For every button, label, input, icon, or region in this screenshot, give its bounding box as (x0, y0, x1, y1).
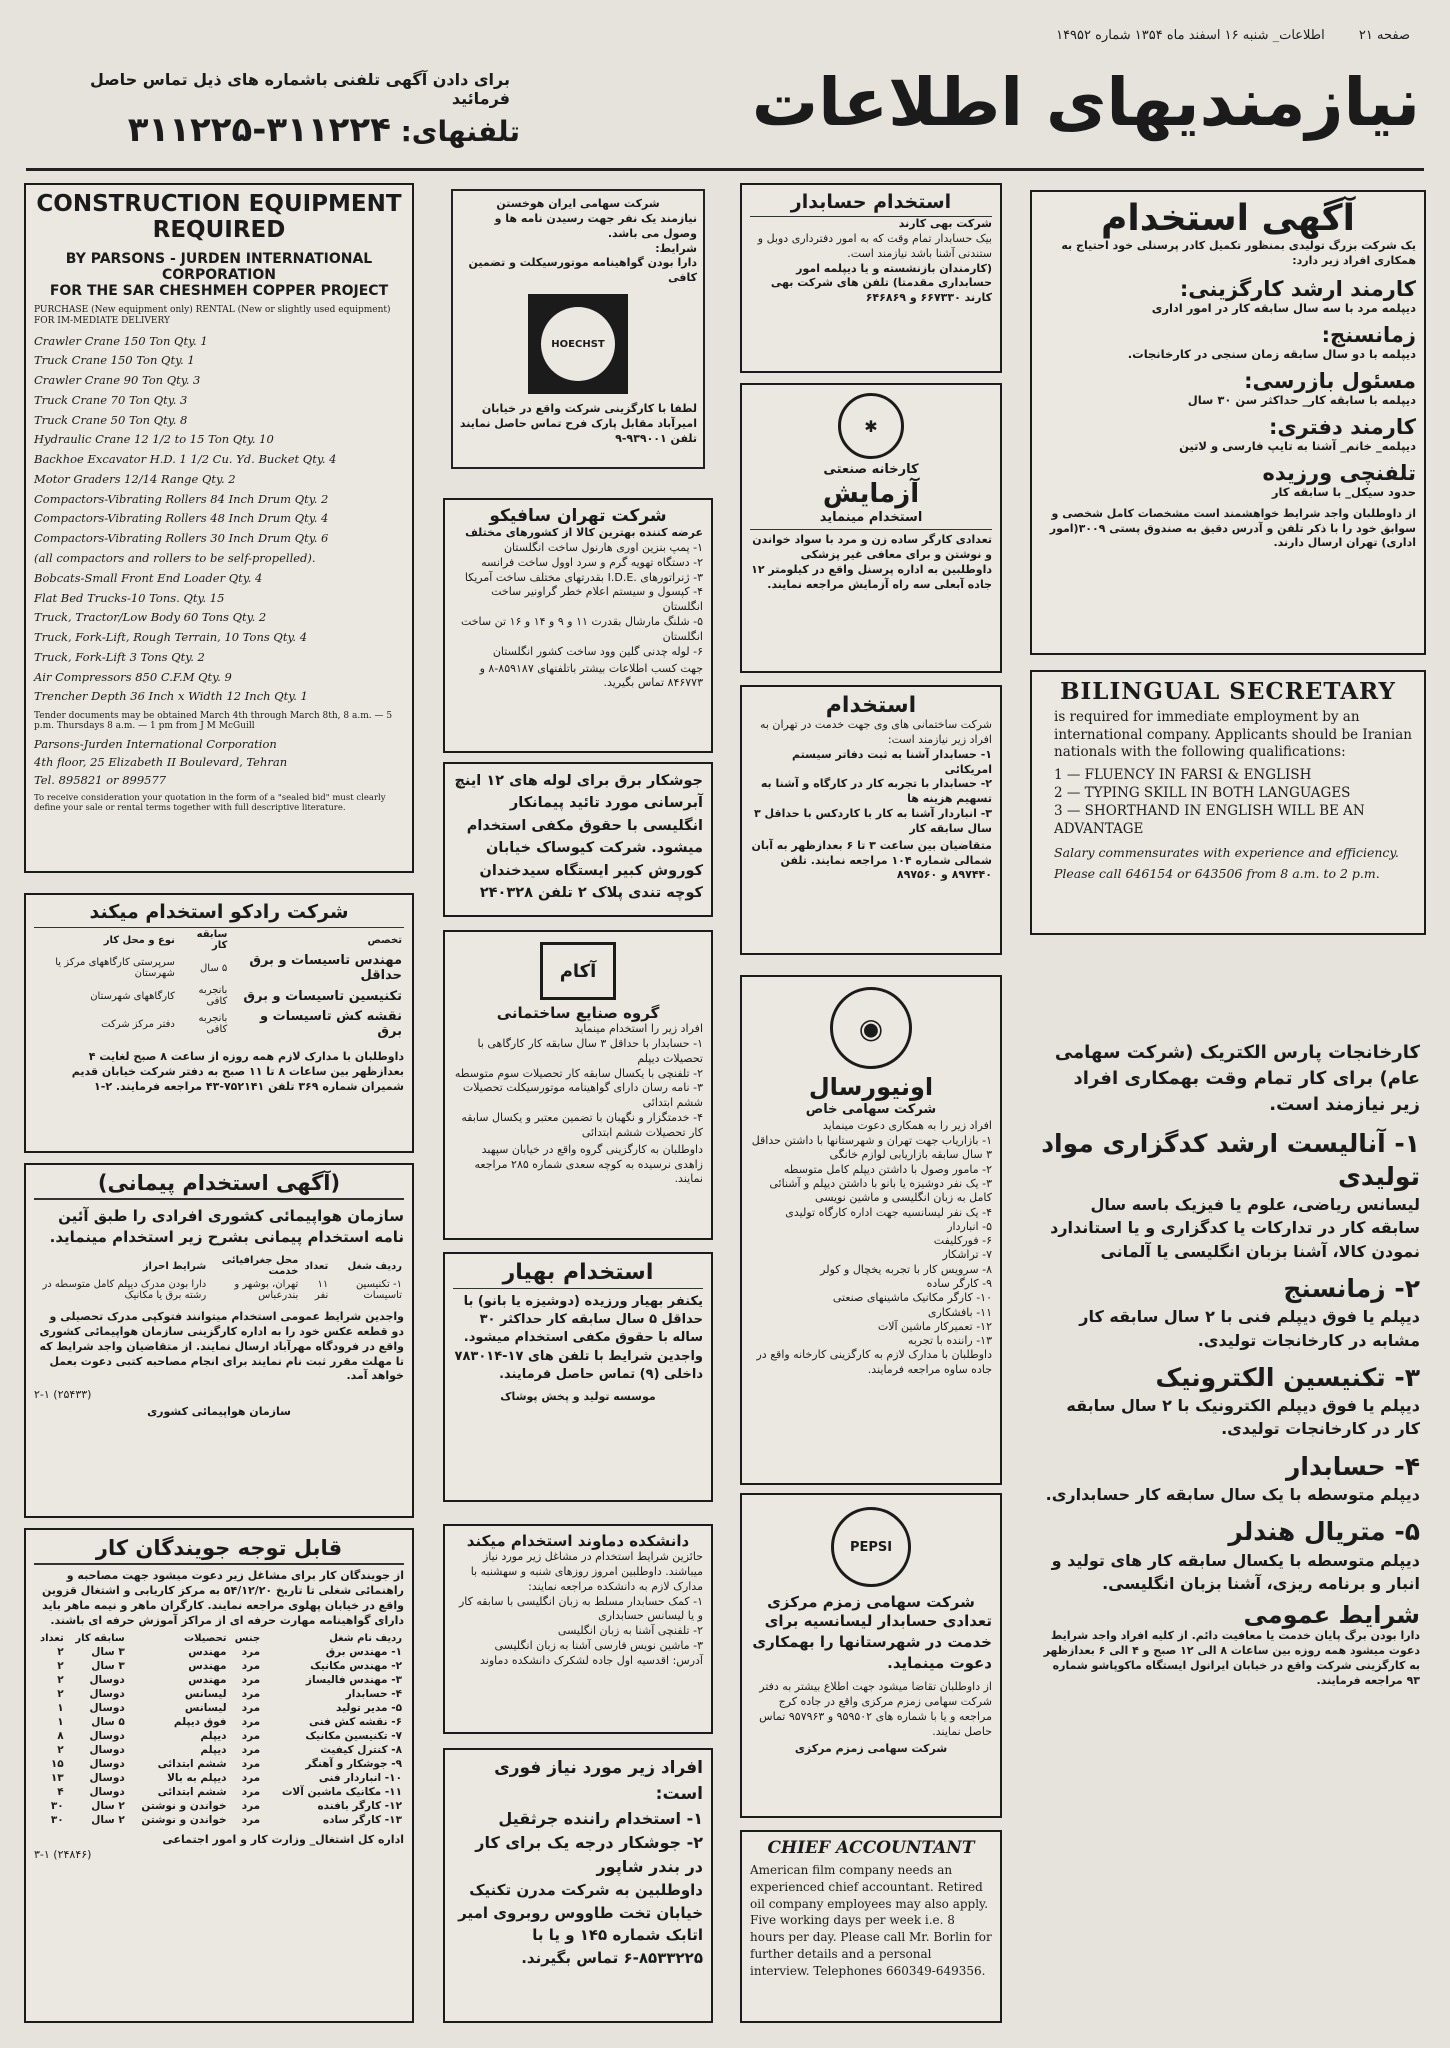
pars-item-desc: دیپلم متوسطه با یکسال سابقه کار های تولید و انبار و برنامه ریزی، آشنا بزبان انگلیسی. (1051, 1550, 1420, 1593)
agahi-role: کارمند دفتری: (1268, 414, 1416, 439)
welder-ad (443, 762, 713, 917)
list-item: ۱- بازاریاب جهت تهران و شهرستانها با داشتن حداقل ۳ سال سابقه بازاریابی لوازم خانگی (751, 1134, 992, 1162)
akam-footer: داوطلبان به کارگزینی گروه واقع در خیابان سپهبد زاهدی نرسیده به کوچه سعدی شماره ۲۸۵ مراجعه نمایند. (474, 1142, 703, 1186)
airline-intro: سازمان هواپیمائی کشوری افرادی را طبق آئین نامه استخدام پیمانی بشرح زیر استخدام مینماید. (49, 1207, 404, 1246)
table-cell: خواندن و نوشتن (141, 1814, 227, 1827)
page-number: صفحه ۲۱ (1358, 28, 1410, 43)
table-cell: مرد (241, 1702, 261, 1715)
radco-col: نوع و محل کار (103, 934, 175, 946)
driver-footer: داوطلبین به شرکت مدرن تکنیک خیابان تخت طاووس روبروی امیر اتابک شماره ۱۴۵ و یا با ۸۵۳۳۲۲۵-۶ تماس بگیرند. (458, 1881, 703, 1967)
universal-footer: داوطلبان با مدارک لازم به کارگزینی کارخانه واقع در جاده ساوه مراجعه فرمایند. (756, 1348, 992, 1377)
table-cell: دوسال (89, 1674, 125, 1687)
labor-table: ردیف نام شغل جنس تحصیلات سابقه کار تعداد ۱- مهندس برق مرد مهندس ۳ سال ۲ ۲- مهندس مکانیک مرد مهندس ۳ سال ۲ ۳- مهندس فالیساز مرد مهندس دوسال ۲ ۴- حسابدار مرد لیسانس دوسال ۲ ۵- مدیر تولید مرد لیسانس دوسال ۱ ۶- نقشه کش فنی مرد فوق دیپلم ۵ سال ۱ ۷- تکنیسین مکانیک مرد دیپلم دوسال ۸ ۸- کنترل کیفیت مرد دیپلم دوسال ۲ ۹- جوشکار و آهنگر مرد ششم ابتدائی دوسال ۱۵ ۱۰- انباردار فنی مرد دیپلم به بالا دوسال ۱۳ ۱۱- مکانیک ماشین آلات مرد ششم ابتدائی دوسال ۴ ۱۲- کارگر بافنده مرد خواندن و نوشتن ۲ سال ۳۰ ۱۳- کارگر ساده مرد خواندن و نوشتن ۲ سال ۳۰ (34, 1632, 404, 1827)
phones-label: تلفنهای: (400, 115, 520, 148)
azmayesh-title: آزمایش (822, 479, 920, 510)
header-rule (26, 168, 1424, 171)
table-cell: ۸- کنترل کیفیت (320, 1744, 402, 1757)
list-item: ۱- پمپ بنزین اوری هارنول ساخت انگلستان (503, 540, 703, 554)
equipment-item: Truck Crane 50 Ton Qty. 8 (34, 412, 188, 427)
table-row (34, 1715, 404, 1729)
pars-item-title: ۴- حسابدار (1286, 1451, 1420, 1481)
call-info: برای دادن آگهی تلفنی باشماره های ذیل تماس حاصل فرمائید (89, 70, 510, 108)
estekhdam-build-items (750, 748, 992, 837)
agahi-desc: دیپلمه_ خانم_ آشنا به تایپ فارسی و لاتین (1179, 438, 1416, 453)
bilingual-intro: is required for immediate employment by an international company. Applicants should be Iranian nationals with the following qualifications: (1054, 709, 1412, 761)
pars-cond-title: شرایط عمومی (1243, 1601, 1420, 1630)
table-cell: ۵ سال (91, 1716, 125, 1729)
hoechst-line-1: شرکت سهامی ایران هوخستن (496, 197, 660, 210)
pars-item-desc: دیپلم متوسطه با یک سال سابقه کار حسابداری. (1045, 1485, 1420, 1505)
agahi-footer: از داوطلبان واجد شرایط خواهشمند است مشخصات کامل شخصی و سوابق خود را با ذکر تلفن و آدرس دقیق به صندوق پستی ۳۰۰۹(امور اداری) تهران ارسال دارند. (1049, 506, 1416, 550)
universal-items (750, 1134, 992, 1348)
bilingual-ad (1030, 670, 1426, 935)
zamzam-footer: از داوطلبان تقاضا میشود جهت اطلاع بیشتر به دفتر شرکت سهامی زمزم مرکزی واقع در جاده کرج مراجعه و یا با شماره های ۹۵۹۵۰۲ و ۹۵۷۹۶۳ تماس حاصل نمایند. (759, 1680, 992, 1738)
bahar-ad (443, 1252, 713, 1502)
construction-sub-2: FOR THE SAR CHESHMEH COPPER PROJECT (49, 283, 389, 299)
list-item: ۶- لوله چدنی گلین وود ساخت کشور انگلستان (492, 644, 703, 658)
azmayesh-ad (740, 383, 1002, 673)
table-row (34, 1757, 404, 1771)
table-cell: دوسال (89, 1702, 125, 1715)
construction-sub-1: BY PARSONS - JURDEN INTERNATIONAL CORPORATION (65, 251, 373, 283)
zamzam-ad (740, 1493, 1002, 1818)
equipment-item: Bobcats-Small Front End Loader Qty. 4 (34, 570, 263, 585)
list-item: ۱۳- راننده با تجربه (907, 1334, 992, 1348)
list-item: ۴- خدمتگزار و نگهبان با تضمین معتبر و یکسال سابقه کار تحصیلات ششم ابتدائی (461, 1111, 703, 1139)
list-item: ۵- انباردار (947, 1219, 992, 1233)
azmayesh-logo-icon: ✱ (838, 393, 904, 459)
damavand-intro: حائزین شرایط استخدام در مشاغل زیر مورد نیاز میباشند. داوطلبین امروز روزهای شنبه و سهشنبه با مدارک لازم به دانشکده مراجعه نمایند: (470, 1550, 703, 1593)
construction-items (34, 332, 404, 708)
agahi-item (1040, 277, 1416, 315)
table-cell: ۲ (57, 1674, 64, 1687)
date-line (40, 28, 1410, 43)
table-cell: ششم ابتدائی (157, 1758, 227, 1771)
table-row (34, 1645, 404, 1659)
universal-logo-icon: ◉ (830, 987, 912, 1069)
safiko-intro: عرضه کننده بهترین کالا از کشورهای مختلف (465, 526, 703, 539)
universal-sub: شرکت سهامی خاص (805, 1102, 937, 1117)
akam-items (453, 1037, 703, 1141)
bahar-title: استخدام بهیار (453, 1260, 703, 1289)
table-row (34, 1687, 404, 1701)
accountant-hire-note: (کارمندان بازنشسته و یا دیپلمه امور حسابداری مقدمتا) تلفن های شرکت بهی کارند ۶۶۷۳۳۰ و ۶۴۶۸۶۹ (770, 261, 992, 305)
table-row (34, 1813, 404, 1827)
hoechst-logo-text: HOECHST (541, 307, 615, 381)
table-cell: ۱۳- کارگر ساده (322, 1814, 402, 1827)
table-cell: دیپلم به بالا (167, 1772, 227, 1785)
construction-company: Parsons-Jurden International Corporation (34, 737, 277, 752)
universal-ad (740, 975, 1002, 1485)
list-item: ۴- یک نفر لیسانسیه جهت اداره کارگاه تولیدی (785, 1205, 992, 1219)
equipment-item: Backhoe Excavator H.D. 1 1/2 Cu. Yd. Bucket Qty. 4 (34, 452, 337, 467)
radco-footer: داوطلبان با مدارک لازم همه روزه از ساعت ۸ صبح لغایت ۴ بعدازظهر بین ساعات ۸ تا ۱۱ صبح به دفتر شرکت خیابان قدیم شمیران شماره ۳۶۹ تلفن ۷۵۲۱۴۱-۴۳ مراجعه فرمایند. ۲-۱ (71, 1050, 404, 1093)
table-cell: ۱۳ (50, 1772, 64, 1785)
table-cell: ۳ سال (91, 1660, 125, 1673)
damavand-title: دانشکده دماوند استخدام میکند (466, 1532, 690, 1550)
pars-electric-ad (1040, 1040, 1420, 2030)
radco-col: تخصص (367, 934, 402, 946)
agahi-title: آگهی استخدام (1101, 198, 1355, 239)
agahi-items (1040, 277, 1416, 499)
table-cell: ۲ (57, 1646, 64, 1659)
table-cell: ۳- مهندس فالیساز (305, 1674, 402, 1687)
radco-title: شرکت رادکو استخدام میکند (34, 901, 404, 928)
accountant-hire-body: بیک حسابدار تمام وقت که به امور دفترداری دوبل و ستندنی آشنا باشد نیازمند است. (757, 231, 992, 260)
table-cell: دوسال (89, 1758, 125, 1771)
list-item: 1 — FLUENCY IN FARSI & ENGLISH (1054, 766, 1312, 783)
list-item: ۱۰- کارگر مکانیک ماشینهای صنعتی (832, 1291, 992, 1305)
table-cell: دوسال (89, 1688, 125, 1701)
estekhdam-build-title: استخدام (825, 693, 917, 718)
chief-accountant-ad (740, 1830, 1002, 2023)
phones-line (40, 110, 520, 150)
table-cell: ۱ (57, 1702, 64, 1715)
driver-title: افراد زیر مورد نیاز فوری است: (494, 1758, 703, 1804)
table-cell: دوسال (89, 1786, 125, 1799)
akam-ad (443, 930, 713, 1240)
airline-ref: (۲۵۴۳۳) ۲-۱ (34, 1388, 92, 1402)
pars-cond: دارا بودن برگ پایان خدمت یا معافیت دائم. از کلیه افراد واجد شرایط دعوت میشود همه روزه بین ساعات ۸ الی ۱۲ صبح و ۴ الی ۶ بعدازظهر به کارگزینی شرکت واقع در خیابان ایرانول ایستگاه ماکوپاشو شماره ۹۳ مراجعه فرمایند. (1043, 1629, 1420, 1687)
equipment-item: Crawler Crane 90 Ton Qty. 3 (34, 373, 201, 388)
list-item: ۲- حسابدار با تجربه کار در کارگاه و آشنا به تسهیم هزینه ها (760, 777, 992, 806)
table-cell: مرد (241, 1786, 261, 1799)
table-row (34, 1785, 404, 1799)
list-item: ۳- نامه رسان دارای گواهینامه موتورسیکلت تحصیلات ششم ابتدائی (462, 1081, 703, 1110)
table-cell: لیسانس (184, 1688, 227, 1701)
chief-title: CHIEF ACCOUNTANT (767, 1838, 975, 1858)
pars-item-title: ۲- زمانسنج (1283, 1273, 1420, 1303)
table-cell: ششم ابتدائی (157, 1786, 227, 1799)
table-cell: مهندس (188, 1674, 227, 1687)
issue-date: اطلاعات_ شنبه ۱۶ اسفند ماه ۱۳۵۴ شماره ۱۴۹۵۲ (1056, 28, 1325, 43)
table-cell: ۲ (57, 1744, 64, 1757)
table-cell: مرد (241, 1730, 261, 1743)
agahi-desc: دیپلمه با دو سال سابقه زمان سنجی در کارخانجات. (1127, 346, 1416, 361)
construction-note: To receive consideration your quotation in the form of a "sealed bid" must clearly define your sale or rental terms together with full descriptive literature. (34, 793, 386, 814)
equipment-item: Truck Crane 150 Ton Qty. 1 (34, 353, 195, 368)
equipment-item: Hydraulic Crane 12 1/2 to 15 Ton Qty. 10 (34, 432, 274, 447)
table-cell: ۱- مهندس برق (325, 1646, 402, 1659)
estekhdam-build-ad (740, 685, 1002, 955)
agahi-item (1040, 415, 1416, 453)
pars-item-title: ۳- تکنیسین الکترونیک (1155, 1362, 1420, 1392)
table-cell: ۶- نقشه کش فنی (308, 1716, 402, 1729)
labor-ref: (۲۴۸۴۶) ۳-۱ (34, 1848, 92, 1862)
accountant-hire-ad (740, 183, 1002, 373)
list-item: ۹- کارگر ساده (926, 1277, 992, 1290)
construction-address: 4th floor, 25 Elizabeth II Boulevard, Tehran (34, 755, 288, 770)
bilingual-items (1040, 766, 1416, 839)
hoechst-line-5: لطفا با کارگزینی شرکت واقع در خیابان امیرآباد مقابل پارک فرح تماس حاصل نمایند تلفن ۹۳۹۰۰۱-۹ (459, 402, 697, 445)
akam-logo: آکام (540, 942, 616, 1000)
radco-table (34, 928, 404, 1040)
list-item: ۱- حسابدار آشنا به ثبت دفاتر سیستم امریکائی (792, 747, 992, 776)
list-item: 3 — SHORTHAND IN ENGLISH WILL BE AN ADVANTAGE (1054, 803, 1365, 838)
safiko-items (453, 541, 703, 660)
universal-intro: افراد زیر را به همکاری دعوت مینماید (822, 1119, 992, 1133)
equipment-item: Compactors-Vibrating Rollers 84 Inch Drum Qty. 2 (34, 491, 329, 506)
welder-body: جوشکار برق برای لوله های ۱۲ اینچ آبرسانی مورد تائید پیمانکار انگلیسی با حقوق مکفی استخدام میشود. شرکت کیوساک خیابان کوروش کبیر ایستگاه سیدخندان کوچه تندی پلاک ۲ تلفن ۲۴۰۳۲۸ (454, 773, 703, 902)
bilingual-call: Please call 646154 or 643506 from 8 a.m. to 2 p.m. (1054, 865, 1380, 881)
table-row (34, 1799, 404, 1813)
table-cell: ۱۲- کارگر بافنده (317, 1800, 402, 1813)
equipment-item: Trencher Depth 36 Inch x Width 12 Inch Qty. 1 (34, 689, 308, 704)
table-cell: ۲ (57, 1660, 64, 1673)
table-cell: مهندس (188, 1646, 227, 1659)
pars-item-title: ۵- متریال هندلر (1228, 1517, 1420, 1547)
zamzam-sign: شرکت سهامی زمزم مرکزی (794, 1742, 948, 1756)
table-cell: مرد (241, 1800, 261, 1813)
labor-ad (24, 1528, 414, 2023)
table-cell: ۲- مهندس مکانیک (310, 1660, 402, 1673)
airline-table: ردیف شغل تعداد محل جغرافیائی خدمت شرایط احراز ۱- تکنیسین تاسیسات ۱۱ نفر تهران، بوشهر و بندرعباس دارا بودن مدرک دیپلم کامل متوسطه در رشته برق یا مکانیک (34, 1254, 404, 1302)
list-item: ۲- تلفنچی آشنا به زبان انگلیسی (557, 1624, 703, 1638)
list-item: ۱- استخدام راننده جرثقیل (498, 1809, 703, 1828)
pars-item-desc: دیپلم یا فوق دیپلم فنی با ۲ سال سابقه کار مشابه در کارخانجات تولیدی. (1079, 1307, 1420, 1350)
estekhdam-build-footer: متقاضیان بین ساعت ۳ تا ۶ بعدازظهر به آبان شمالی شماره ۱۰۴ مراجعه نمایند. تلفن ۸۹۷۴۴۰ و ۸۹۷۵۶۰ (751, 838, 992, 882)
table-cell: ۳۰ (50, 1800, 64, 1813)
azmayesh-l1: کارخانه صنعتی (823, 462, 919, 477)
table-cell: ۱ (57, 1716, 64, 1729)
bilingual-title: BILINGUAL SECRETARY (1060, 678, 1396, 705)
construction-purchase: PURCHASE (New equipment only) RENTAL (New or slightly used equipment) FOR IM-MEDIATE DELIVERY (34, 305, 391, 326)
equipment-item: Crawler Crane 150 Ton Qty. 1 (34, 333, 208, 348)
equipment-item: Truck, Fork-Lift, Rough Terrain, 10 Tons Qty. 4 (34, 630, 308, 645)
table-cell: دیپلم (200, 1744, 227, 1757)
hoechst-line-4: دارا بودن گواهینامه موتورسیکلت و تضمین کافی (468, 256, 697, 285)
table-cell: مرد (241, 1716, 261, 1729)
agahi-item (1040, 461, 1416, 499)
list-item: ۳- انباردار آشنا به کار با کاردکس با حداقل ۳ سال سابقه کار (754, 807, 992, 835)
equipment-item: Flat Bed Trucks-10 Tons. Qty. 15 (34, 590, 225, 605)
bahar-body: یکنفر بهیار ورزیده (دوشیزه یا بانو) با حداقل ۵ سال سابقه کار حداکثر ۳۰ ساله با حقوق مکفی استخدام میشود. واجدین شرایط با تلفن های ۱۷-۷۸۳۰۱۴ داخلی (۹) تماس حاصل فرمایند. (454, 1294, 703, 1382)
equipment-item: Truck, Tractor/Low Body 60 Tons Qty. 2 (34, 610, 267, 625)
table-cell: ۸ (57, 1730, 64, 1743)
hoechst-line-2: نیازمند یک نفر جهت رسیدن نامه ها و وصول می باشد. (494, 211, 697, 240)
table-cell: مرد (241, 1660, 261, 1673)
table-row: ۱- تکنیسین تاسیسات ۱۱ نفر تهران، بوشهر و بندرعباس دارا بودن مدرک دیپلم کامل متوسطه در رشته برق یا مکانیک (42, 1279, 402, 1301)
construction-title: CONSTRUCTION EQUIPMENT (36, 191, 402, 217)
agahi-ad (1030, 190, 1426, 655)
agahi-item (1040, 369, 1416, 407)
list-item: ۱- حسابدار با حداقل ۳ سال سابقه کار کارگاهی با تحصیلات دیپلم (477, 1036, 703, 1065)
list-item: ۸- سرویس کار با تجربه یخچال و کولر (820, 1262, 992, 1276)
list-item: ۴- کپسول و سیستم اعلام خطر گراونیر ساخت انگلستان (491, 585, 703, 614)
agahi-role: تلفنچی ورزیده (1262, 460, 1416, 485)
phones-number: ۳۱۱۲۲۴-۳۱۱۲۲۵ (127, 110, 391, 150)
table-cell: ۱۰- انباردار فنی (318, 1772, 402, 1785)
airline-title: (آگهی استخدام پیمانی) (34, 1171, 404, 1200)
pars-item (1040, 1128, 1420, 1263)
table-cell: خواندن و نوشتن (141, 1800, 227, 1813)
equipment-item: (all compactors and rollers to be self-propelled). (34, 551, 316, 566)
agahi-role: کارمند ارشد کارگزینی: (1179, 276, 1416, 301)
table-cell: دیپلم (200, 1730, 227, 1743)
table-row (34, 1673, 404, 1687)
pars-intro: کارخانجات پارس الکتریک (شرکت سهامی عام) برای کار تمام وقت بهمکاری افراد زیر نیازمند است. (1054, 1042, 1420, 1116)
agahi-item (1040, 323, 1416, 361)
damavand-items (453, 1595, 703, 1654)
pars-item (1040, 1362, 1420, 1441)
table-cell: مرد (241, 1744, 261, 1757)
zamzam-title: شرکت سهامی زمزم مرکزی (767, 1593, 975, 1611)
list-item: ۳- ماشین نویس فارسی آشنا به زبان انگلیسی (494, 1639, 703, 1653)
universal-title: اونیورسال (808, 1073, 934, 1101)
akam-intro: افراد زیر را استخدام مینماید (574, 1022, 703, 1035)
estekhdam-build-intro: شرکت ساختمانی های وی جهت خدمت در تهران به افراد زیر نیازمند است: (759, 718, 992, 746)
akam-title: گروه صنایع ساختمانی (496, 1004, 660, 1022)
table-cell: فوق دیپلم (173, 1716, 227, 1729)
construction-title-2: REQUIRED (152, 217, 286, 243)
table-row (34, 1659, 404, 1673)
table-cell: ۲ سال (91, 1800, 125, 1813)
list-item: ۱۲- تعمیرکار ماشین آلات (877, 1319, 992, 1333)
bahar-sign: موسسه تولید و پخش پوشاک (500, 1389, 656, 1403)
table-cell: مرد (241, 1814, 261, 1827)
pepsi-logo: PEPSI (831, 1507, 911, 1587)
safiko-footer: جهت کسب اطلاعات بیشتر باتلفنهای ۸۵۹۱۸۷-۸ و ۸۴۶۷۷۳ تماس بگیرید. (479, 661, 703, 690)
list-item: ۲- دستگاه تهویه گرم و سرد اوول ساخت فرانسه (481, 555, 703, 569)
table-row: مهندس تاسیسات و برق حداقل ۵ سال سرپرستی کارگاههای مرکز یا شهرستان (55, 953, 402, 983)
list-item: ۵- شلنگ مارشال بقدرت ۱۱ و ۹ و ۱۴ و ۱۶ تن ساخت انگلستان (460, 615, 703, 643)
labor-footer: اداره کل اشتغال_ وزارت کار و امور اجتماعی (162, 1833, 404, 1847)
construction-equipment-ad (24, 183, 414, 873)
construction-tel: Tel. 895821 or 899577 (34, 773, 167, 788)
accountant-hire-l1: شرکت بهی کارند (898, 217, 992, 230)
table-cell: ۱۱- مکانیک ماشین آلات (281, 1786, 402, 1799)
driver-items (453, 1807, 703, 1879)
table-cell: ۹- جوشکار و آهنگر (305, 1758, 402, 1771)
hoechst-ad (443, 183, 713, 483)
table-cell: ۴ (57, 1786, 64, 1799)
list-item: ۱۱- بافشکاری (927, 1305, 992, 1319)
pars-item-title: ۱- آنالیست ارشد کدگزاری مواد تولیدی (1041, 1129, 1420, 1191)
list-item: ۳- ژنراتورهای .I.D.E بقدرتهای مختلف ساخت آمریکا (464, 570, 703, 584)
table-cell: ۳ سال (91, 1646, 125, 1659)
construction-tender: Tender documents may be obtained March 4th through March 8th, 8 a.m. — 5 p.m. Thursdays 8 a.m. — 1 pm from J M McGuill (34, 711, 393, 732)
equipment-item: Truck, Fork-Lift 3 Tons Qty. 2 (34, 649, 205, 664)
agahi-desc: حدود سیکل_ با سابقه کار (1271, 484, 1416, 499)
list-item: 2 — TYPING SKILL IN BOTH LANGUAGES (1054, 784, 1351, 801)
table-row (34, 1701, 404, 1715)
table-row (34, 1771, 404, 1785)
bilingual-salary: Salary commensurates with experience and efficiency. (1054, 844, 1399, 860)
table-cell: دوسال (89, 1744, 125, 1757)
agahi-intro: یک شرکت بزرگ تولیدی بمنظور تکمیل کادر پرسنلی خود احتیاج به همکاری افراد زیر دارد: (1061, 239, 1416, 267)
agahi-desc: دیپلمه با سابقه کار_ حداکثر سن ۳۰ سال (1187, 392, 1416, 407)
airline-sign: سازمان هواپیمائی کشوری (147, 1405, 291, 1419)
equipment-item: Compactors-Vibrating Rollers 48 Inch Drum Qty. 4 (34, 511, 329, 526)
pars-item (1040, 1516, 1420, 1595)
table-cell: مرد (241, 1758, 261, 1771)
table-cell: مرد (241, 1646, 261, 1659)
table-cell: دوسال (89, 1772, 125, 1785)
chief-body: American film company needs an experienced chief accountant. Retired oil company employees may also apply. Five working days per week i.e. 8 hours per day. Please call Mr. Borlin for further details and a personal interview. Telephones 660349-649356. (750, 1863, 992, 1978)
list-item: ۷- تراشکار (942, 1248, 992, 1262)
table-cell: ۴- حسابدار (345, 1688, 402, 1701)
radco-col: سابقه کار (196, 929, 228, 951)
table-cell: ۷- تکنیسین مکانیک (305, 1730, 402, 1743)
table-row (34, 1729, 404, 1743)
pars-items (1040, 1128, 1420, 1595)
pars-item (1040, 1451, 1420, 1507)
table-row: تکنیسین تاسیسات و برق بانجربه کافی کارگاههای شهرستان (90, 985, 402, 1007)
table-cell: مرد (241, 1772, 261, 1785)
accountant-hire-title: استخدام حسابدار (750, 191, 992, 217)
table-cell: ۵- مدیر تولید (336, 1702, 402, 1715)
table-cell: ۲ (57, 1688, 64, 1701)
hoechst-logo (528, 294, 628, 394)
table-cell: ۲ سال (91, 1814, 125, 1827)
table-row: نقشه کش تاسیسات و برق بانجربه کافی دفتر مرکز شرکت (101, 1009, 402, 1039)
table-cell: مرد (241, 1674, 261, 1687)
zamzam-body: تعدادی حسابدار لیسانسیه برای خدمت در شهرستانها را بهمکاری دعوت مینماید. (752, 1612, 992, 1672)
equipment-item: Motor Graders 12/14 Range Qty. 2 (34, 471, 236, 486)
agahi-role: مسئول بازرسی: (1244, 368, 1416, 393)
masthead-title: نیازمندیهای اطلاعات (751, 64, 1420, 141)
list-item: ۲- تلفنچی با یکسال سابقه کار تحصیلات سوم متوسطه (454, 1066, 703, 1080)
table-cell: مهندس (188, 1660, 227, 1673)
pars-item-desc: دیپلم یا فوق دیپلم الکترونیک با ۲ سال سابقه کار در کارخانجات تولیدی. (1066, 1396, 1420, 1439)
airline-body: واجدین شرایط عمومی استخدام میتوانند فتوکپی مدرک تحصیلی و دو قطعه عکس خود را به اداره کارگزینی سازمان هواپیمائی کشوری واقع در فرودگاه مهرآباد ارسال نمایند. از متقاضیان واجد شرایط که تا مهلت مقرر ثبت نام نمایند برای انجام مصاحبه کتبی دعوت بعمل خواهد آمد. (39, 1310, 404, 1383)
damavand-footer: آدرس: اقدسیه اول جاده لشکرک دانشکده دماوند (480, 1653, 703, 1667)
list-item: ۲- جوشکار درجه یک برای کار در بندر شاپور (475, 1833, 703, 1876)
azmayesh-body: تعدادی کارگر ساده زن و مرد با سواد خواندن و نوشتن و برای معافی غیر پزشکی داوطلبین به اداره پرسنل واقع در کیلومتر ۱۲ جاده آبعلی سه راه آزمایش مراجعه نمایند. (751, 533, 992, 591)
table-cell: ۱۵ (50, 1758, 64, 1771)
list-item: ۱- کمک حسابدار مسلط به زبان انگلیسی با سابقه کار و یا لیسانس حسابداری (458, 1594, 703, 1623)
damavand-ad (443, 1524, 713, 1734)
safiko-title: شرکت تهران سافیکو (489, 506, 667, 526)
azmayesh-sub: استخدام مینماید (750, 509, 992, 530)
pars-item (1040, 1273, 1420, 1352)
table-row (34, 1743, 404, 1757)
table-cell: مرد (241, 1688, 261, 1701)
table-cell: ۳۰ (50, 1814, 64, 1827)
table-cell: لیسانس (184, 1702, 227, 1715)
pars-item-desc: لیسانس ریاضی، علوم یا فیزیک باسه سال سابقه کار در تدارکات یا کدگزاری و یا استاندارد نمودن کالا، آشنا بزبان انگلیسی یا آلمانی (1050, 1195, 1420, 1261)
hoechst-line-3: شرایط: (655, 241, 697, 255)
equipment-item: Air Compressors 850 C.F.M Qty. 9 (34, 669, 232, 684)
labor-title: قابل توجه جویندگان کار (34, 1536, 404, 1565)
radco-ad (24, 893, 414, 1153)
list-item: ۲- مامور وصول با داشتن دیپلم کامل متوسطه (783, 1162, 992, 1176)
airline-ad (24, 1163, 414, 1518)
agahi-role: زمانسنج: (1321, 322, 1416, 347)
agahi-desc: دیپلمه مرد با سه سال سابقه کار در امور اداری (1151, 300, 1416, 315)
table-cell: دوسال (89, 1730, 125, 1743)
equipment-item: Compactors-Vibrating Rollers 30 Inch Drum Qty. 6 (34, 531, 329, 546)
equipment-item: Truck Crane 70 Ton Qty. 3 (34, 392, 188, 407)
labor-intro: از جویندگان کار برای مشاغل زیر دعوت میشود جهت مصاحبه و راهنمائی شغلی تا تاریخ ۵۴/۱۲/۲۰ به مرکز کاریابی و اشتغال قزوین واقع در خیابان پهلوی مراجعه نمایند. کارگران ماهر و نیمه ماهر باید دارای گواهینامه مهارت حرفه ای از مراکز آموزش حرفه ای باشند. (42, 1569, 404, 1627)
driver-ad (443, 1748, 713, 2023)
safiko-ad (443, 498, 713, 753)
list-item: ۶- فورکلیفت (933, 1234, 992, 1248)
list-item: ۳- یک نفر دوشیزه یا بانو با داشتن دیپلم و آشنائی کامل به زبان انگلیسی و ماشین نویسی (769, 1176, 992, 1205)
